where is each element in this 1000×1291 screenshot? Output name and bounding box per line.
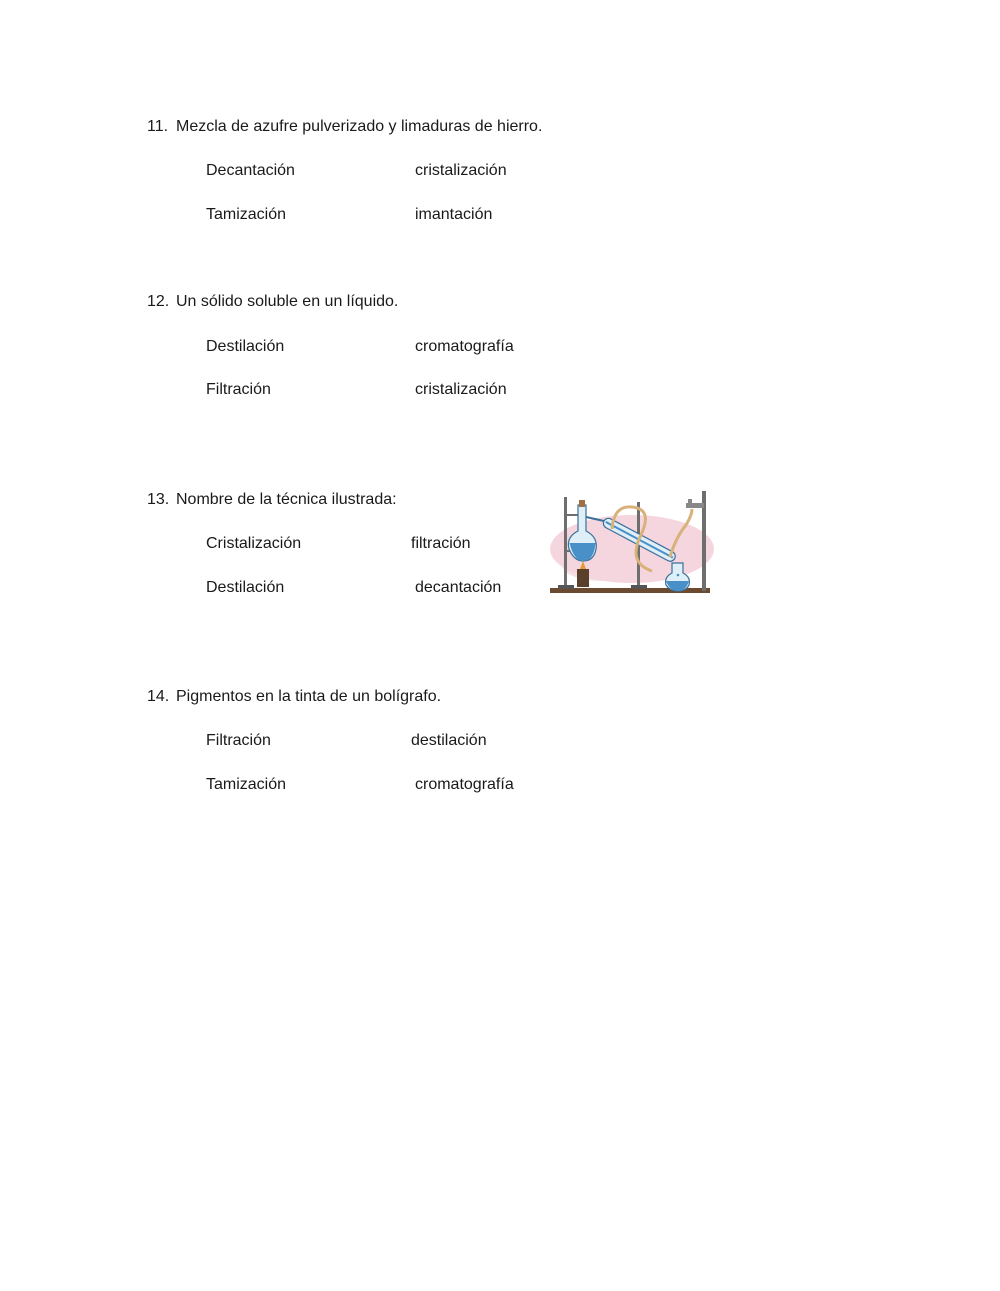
question-13 bbox=[147, 491, 397, 509]
distillation-apparatus-icon bbox=[542, 477, 714, 601]
question-11 bbox=[147, 118, 542, 136]
question-text: Mezcla de azufre pulverizado y limaduras de hierro. bbox=[176, 118, 543, 135]
option-13-c[interactable]: Destilación bbox=[206, 579, 285, 596]
option-11-b[interactable]: cristalización bbox=[415, 162, 507, 179]
question-text: Nombre de la técnica ilustrada: bbox=[176, 491, 397, 508]
question-text: Pigmentos en la tinta de un bolígrafo. bbox=[176, 688, 442, 705]
option-11-d[interactable]: imantación bbox=[415, 206, 493, 223]
option-14-a[interactable]: Filtración bbox=[206, 732, 271, 749]
option-12-a[interactable]: Destilación bbox=[206, 338, 285, 355]
option-14-d[interactable]: cromatografía bbox=[415, 776, 514, 793]
option-14-b[interactable]: destilación bbox=[411, 732, 487, 749]
question-12 bbox=[147, 293, 398, 311]
option-12-b[interactable]: cromatografía bbox=[415, 338, 514, 355]
question-14 bbox=[147, 688, 441, 706]
option-13-d[interactable]: decantación bbox=[415, 579, 502, 596]
option-13-a[interactable]: Cristalización bbox=[206, 535, 302, 552]
option-14-c[interactable]: Tamización bbox=[206, 776, 287, 793]
option-12-d[interactable]: cristalización bbox=[415, 381, 507, 398]
question-number: 13. bbox=[147, 491, 170, 508]
option-11-c[interactable]: Tamización bbox=[206, 206, 287, 223]
option-12-c[interactable]: Filtración bbox=[206, 381, 271, 398]
question-number: 14. bbox=[147, 688, 170, 705]
question-number: 11. bbox=[147, 118, 169, 135]
option-11-a[interactable]: Decantación bbox=[206, 162, 295, 179]
option-13-b[interactable]: filtración bbox=[411, 535, 471, 552]
question-text: Un sólido soluble en un líquido. bbox=[176, 293, 399, 310]
question-number: 12. bbox=[147, 293, 170, 310]
